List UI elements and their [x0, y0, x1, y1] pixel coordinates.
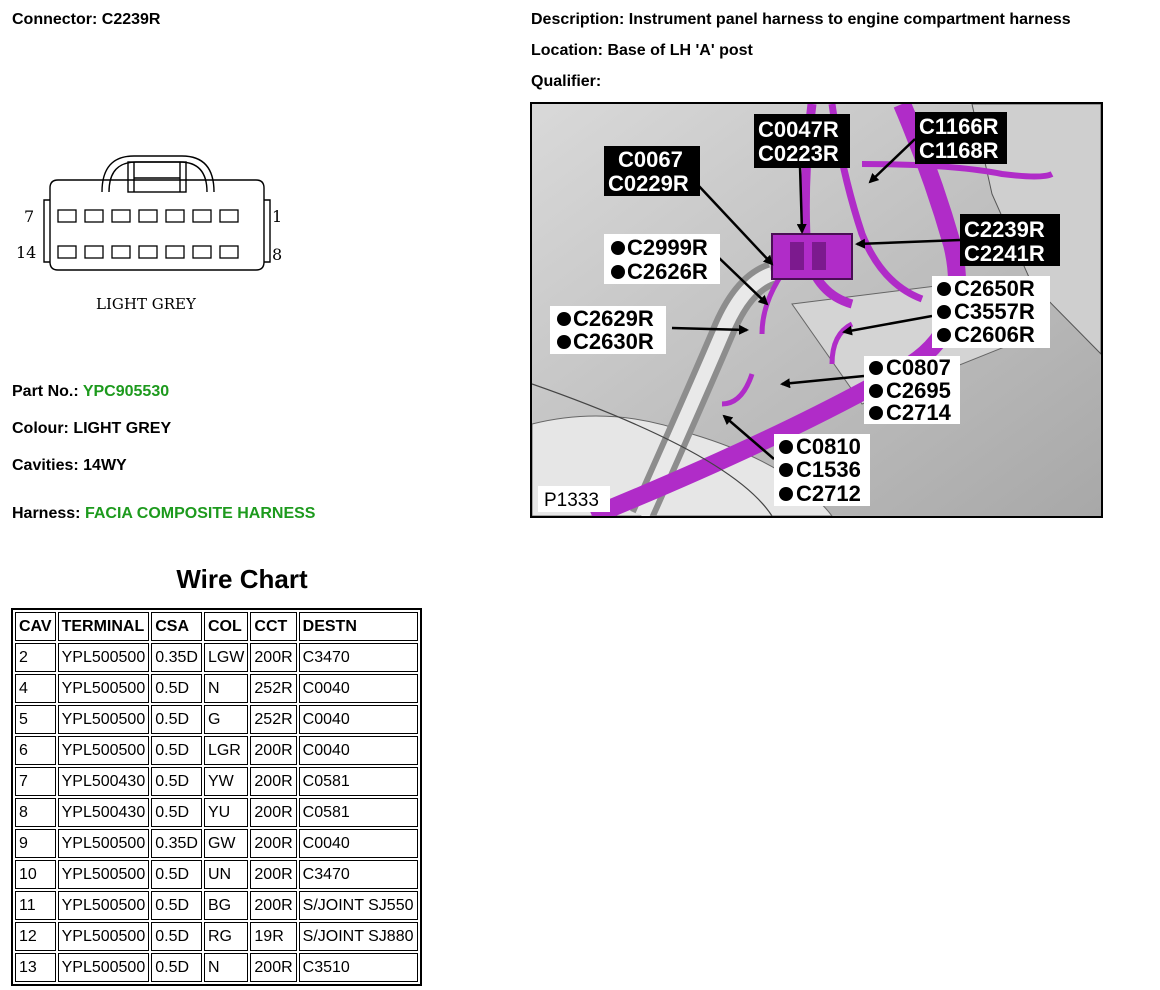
- table-row: [15, 829, 418, 858]
- col-header-col: COL: [204, 612, 248, 641]
- cell-destn: S/JOINT SJ880: [299, 922, 418, 951]
- cell-cct: 200R: [250, 736, 296, 765]
- cell-cav: 12: [15, 922, 56, 951]
- wire-chart-title: Wire Chart: [176, 564, 308, 594]
- label-c2239r: C2239R: [964, 217, 1045, 242]
- col-header-terminal: TERMINAL: [58, 612, 150, 641]
- description-label: Description:: [531, 11, 625, 28]
- cell-cct: 200R: [250, 860, 296, 889]
- description-field: [531, 11, 1071, 29]
- cell-col: N: [204, 674, 248, 703]
- table-row: [15, 891, 418, 920]
- table-row: [15, 798, 418, 827]
- label-c2999r: C2999R: [627, 235, 708, 260]
- description-value: Instrument panel harness to engine compartment harness: [628, 11, 1071, 28]
- label-c2606r: C2606R: [954, 322, 1035, 347]
- cell-terminal: YPL500500: [58, 922, 150, 951]
- cell-col: UN: [204, 860, 248, 889]
- cell-terminal: YPL500500: [58, 860, 150, 889]
- cell-cct: 200R: [250, 953, 296, 982]
- label-c2629r: C2629R: [573, 306, 654, 331]
- cell-csa: 0.5D: [151, 953, 202, 982]
- cell-col: YU: [204, 798, 248, 827]
- cell-col: RG: [204, 922, 248, 951]
- col-header-csa: CSA: [151, 612, 202, 641]
- label-c1536: C1536: [796, 457, 861, 482]
- cell-col: LGW: [204, 643, 248, 672]
- cell-csa: 0.5D: [151, 767, 202, 796]
- cell-col: G: [204, 705, 248, 734]
- cell-col: YW: [204, 767, 248, 796]
- cell-destn: C3510: [299, 953, 418, 982]
- label-c3557r: C3557R: [954, 299, 1035, 324]
- cell-cav: 13: [15, 953, 56, 982]
- label-c0807: C0807: [886, 355, 951, 380]
- col-header-destn: DESTN: [299, 612, 418, 641]
- colour-field: [12, 420, 171, 438]
- cell-destn: C3470: [299, 643, 418, 672]
- cell-cav: 2: [15, 643, 56, 672]
- cell-col: BG: [204, 891, 248, 920]
- cell-csa: 0.5D: [151, 705, 202, 734]
- colour-label: Colour:: [12, 420, 69, 437]
- cell-terminal: YPL500500: [58, 674, 150, 703]
- cell-cav: 7: [15, 767, 56, 796]
- table-row: [15, 860, 418, 889]
- connector-value: C2239R: [101, 11, 161, 28]
- qualifier-field: [531, 73, 601, 91]
- label-c0223r: C0223R: [758, 141, 839, 166]
- table-row: [15, 767, 418, 796]
- harness-label: Harness:: [12, 505, 81, 522]
- label-c2695: C2695: [886, 378, 951, 403]
- cell-terminal: YPL500430: [58, 798, 150, 827]
- table-row: [15, 953, 418, 982]
- cavities-label: Cavities:: [12, 457, 79, 474]
- pin-label-7: 7: [24, 207, 35, 226]
- cell-destn: C0581: [299, 767, 418, 796]
- cell-csa: 0.35D: [151, 643, 202, 672]
- location-value: Base of LH 'A' post: [607, 42, 753, 59]
- label-c2650r: C2650R: [954, 276, 1035, 301]
- cell-csa: 0.5D: [151, 798, 202, 827]
- cell-col: N: [204, 953, 248, 982]
- photo-reference: P1333: [544, 490, 599, 511]
- label-c0810: C0810: [796, 434, 861, 459]
- cell-terminal: YPL500500: [58, 705, 150, 734]
- cell-destn: C0040: [299, 705, 418, 734]
- colour-caption: LIGHT GREY: [96, 295, 196, 313]
- cell-col: LGR: [204, 736, 248, 765]
- cell-cct: 200R: [250, 891, 296, 920]
- cell-csa: 0.5D: [151, 891, 202, 920]
- table-header-row: [15, 612, 418, 641]
- location-label: Location:: [531, 42, 603, 59]
- cell-terminal: YPL500500: [58, 953, 150, 982]
- part-no-value[interactable]: YPC905530: [82, 383, 170, 400]
- table-row: [15, 674, 418, 703]
- pin-label-8: 8: [272, 245, 283, 264]
- qualifier-label: Qualifier:: [531, 73, 602, 90]
- cell-cct: 200R: [250, 829, 296, 858]
- cell-terminal: YPL500500: [58, 736, 150, 765]
- cell-cav: 9: [15, 829, 56, 858]
- connector-location-illustration: [530, 102, 1103, 518]
- cell-cav: 6: [15, 736, 56, 765]
- table-row: [15, 736, 418, 765]
- table-row: [15, 643, 418, 672]
- label-c2241r: C2241R: [964, 241, 1045, 266]
- cell-destn: C0581: [299, 798, 418, 827]
- pin-label-14: 14: [16, 243, 37, 262]
- table-row: [15, 705, 418, 734]
- cell-cav: 10: [15, 860, 56, 889]
- col-header-cct: CCT: [250, 612, 296, 641]
- colour-value: LIGHT GREY: [73, 420, 172, 437]
- cavities-value: 14WY: [83, 457, 127, 474]
- cell-terminal: YPL500500: [58, 891, 150, 920]
- cell-terminal: YPL500500: [58, 829, 150, 858]
- cell-col: GW: [204, 829, 248, 858]
- cell-cct: 200R: [250, 767, 296, 796]
- cell-cct: 252R: [250, 705, 296, 734]
- label-c2714: C2714: [886, 400, 951, 425]
- connector-face-diagram: [14, 150, 294, 325]
- label-c2712: C2712: [796, 481, 861, 506]
- cell-destn: C0040: [299, 674, 418, 703]
- label-c2626r: C2626R: [627, 259, 708, 284]
- cell-cav: 5: [15, 705, 56, 734]
- cell-destn: C0040: [299, 736, 418, 765]
- cell-terminal: YPL500500: [58, 643, 150, 672]
- cell-terminal: YPL500430: [58, 767, 150, 796]
- cell-cav: 4: [15, 674, 56, 703]
- label-c1168r: C1168R: [919, 138, 999, 163]
- part-no-label: Part No.:: [12, 383, 79, 400]
- cell-destn: C3470: [299, 860, 418, 889]
- cell-destn: S/JOINT SJ550: [299, 891, 418, 920]
- cell-cct: 19R: [250, 922, 296, 951]
- harness-value[interactable]: FACIA COMPOSITE HARNESS: [84, 505, 316, 522]
- part-no-field: [12, 383, 169, 401]
- cell-cct: 252R: [250, 674, 296, 703]
- cell-csa: 0.5D: [151, 674, 202, 703]
- location-field: [531, 42, 753, 60]
- cell-csa: 0.5D: [151, 922, 202, 951]
- cell-cav: 11: [15, 891, 56, 920]
- label-c1166r: C1166R: [919, 114, 999, 139]
- cavities-field: [12, 457, 127, 475]
- label-c0047r: C0047R: [758, 117, 839, 142]
- connector-field: [12, 11, 160, 29]
- cell-cct: 200R: [250, 643, 296, 672]
- cell-cct: 200R: [250, 798, 296, 827]
- cell-csa: 0.35D: [151, 829, 202, 858]
- table-row: [15, 922, 418, 951]
- label-c0067: C0067: [618, 147, 683, 172]
- label-c2630r: C2630R: [573, 329, 654, 354]
- cell-destn: C0040: [299, 829, 418, 858]
- pin-label-1: 1: [272, 207, 283, 226]
- cell-csa: 0.5D: [151, 736, 202, 765]
- label-c0229r: C0229R: [608, 171, 689, 196]
- col-header-cav: CAV: [15, 612, 56, 641]
- wire-chart-table: [11, 608, 422, 986]
- location-illustration-svg: [532, 104, 1101, 516]
- connector-label: Connector:: [12, 11, 98, 28]
- harness-field: [12, 505, 315, 523]
- cell-cav: 8: [15, 798, 56, 827]
- cell-csa: 0.5D: [151, 860, 202, 889]
